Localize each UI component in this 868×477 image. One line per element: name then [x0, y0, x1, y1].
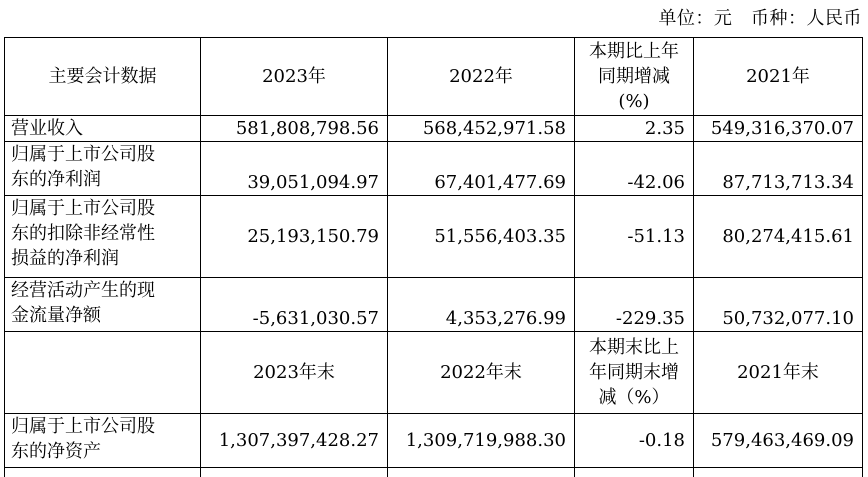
value-change: -51.13	[627, 226, 685, 247]
header-year-2022: 2022年	[449, 66, 513, 87]
header2-year-end-2021: 2021年末	[737, 362, 819, 383]
value-change: 2.35	[644, 118, 685, 139]
header-year-2021: 2021年	[746, 66, 810, 87]
header2-year-end-2023: 2023年末	[253, 362, 335, 383]
unit-value: 元	[713, 8, 733, 29]
unit-label: 单位：	[658, 8, 714, 29]
value-change: -229.35	[615, 308, 685, 329]
table-rule	[4, 467, 863, 468]
value-2022: 51,556,403.35	[434, 226, 566, 247]
value-2021: 579,463,469.09	[710, 430, 854, 451]
table-rule	[862, 37, 863, 477]
value-2021: 80,274,415.61	[722, 226, 854, 247]
row-label: 归属于上市公司股 东的净资产	[11, 416, 155, 462]
value-2022: 67,401,477.69	[434, 172, 566, 193]
value-2021: 549,316,370.07	[710, 118, 854, 139]
row-label: 经营活动产生的现 金流量净额	[11, 280, 155, 326]
header-year-2023: 2023年	[262, 66, 326, 87]
header-change-pct: 本期比上年 同期增减 (%)	[589, 41, 679, 112]
currency-value: 人民币	[806, 8, 862, 29]
value-2023: 1,307,397,428.27	[218, 430, 379, 451]
header2-item-label	[5, 332, 200, 413]
value-2023: 25,193,150.79	[247, 226, 379, 247]
value-change: -42.06	[627, 172, 685, 193]
value-2022: 4,353,276.99	[445, 308, 566, 329]
unit-currency-note	[658, 4, 862, 30]
value-2023: -5,631,030.57	[252, 308, 379, 329]
row-label: 营业收入	[11, 118, 83, 139]
value-2023: 39,051,094.97	[247, 172, 379, 193]
value-2022: 1,309,719,988.30	[405, 430, 566, 451]
value-2023: 581,808,798.56	[235, 118, 379, 139]
row-label: 归属于上市公司股 东的净利润	[11, 144, 155, 190]
header-item-label: 主要会计数据	[48, 66, 157, 87]
header2-year-end-2022: 2022年末	[440, 362, 522, 383]
header2-change-pct: 本期末比上 年同期末增 减（%）	[589, 337, 679, 408]
currency-label: 币种：	[751, 8, 807, 29]
value-2021: 50,732,077.10	[722, 308, 854, 329]
value-2021: 87,713,713.34	[722, 172, 854, 193]
value-2022: 568,452,971.58	[422, 118, 566, 139]
row-label: 归属于上市公司股 东的扣除非经常性 损益的净利润	[11, 198, 155, 269]
value-change: -0.18	[638, 430, 685, 451]
